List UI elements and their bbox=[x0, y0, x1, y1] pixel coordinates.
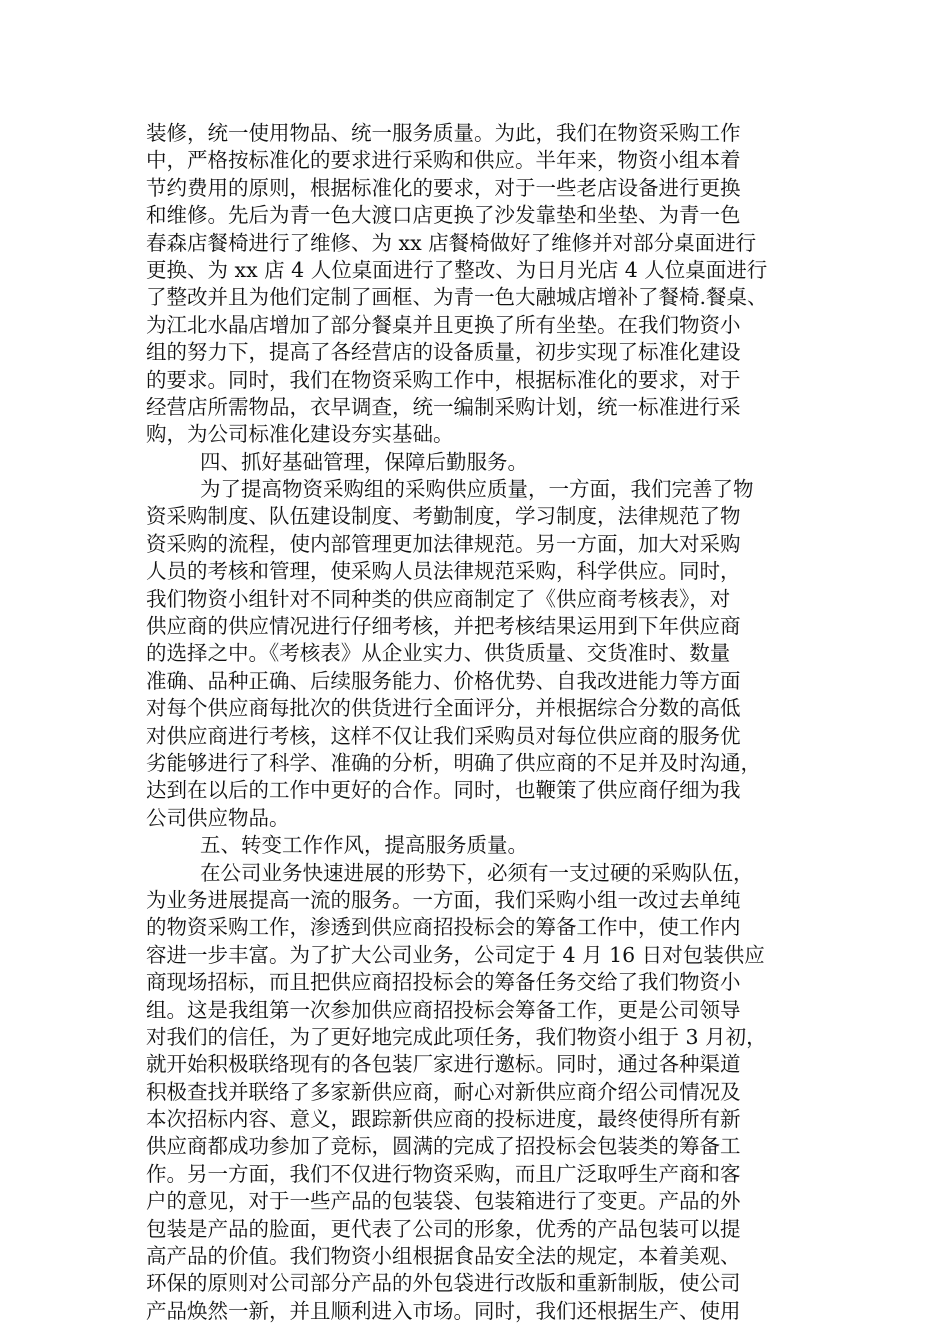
paragraph-first-line: 为了提高物资采购组的采购供应质量，一方面，我们完善了物 bbox=[200, 477, 754, 502]
text-line: 达到在以后的工作中更好的合作。同时，也鞭策了供应商仔细为我 bbox=[146, 778, 741, 803]
text-line: 就开始积极联络现有的各包装厂家进行邀标。同时，通过各种渠道 bbox=[146, 1052, 741, 1077]
section-heading-four: 四、抓好基础管理，保障后勤服务。 bbox=[200, 449, 528, 474]
text-line: 的物资采购工作，渗透到供应商招投标会的筹备工作中，使工作内 bbox=[146, 915, 741, 940]
section-heading-five: 五、转变工作作风，提高服务质量。 bbox=[200, 833, 528, 858]
text-line: 更换、为 xx 店 4 人位桌面进行了整改、为日月光店 4 人位桌面进行 bbox=[146, 257, 768, 282]
text-line: 春森店餐椅进行了维修、为 xx 店餐椅做好了维修并对部分桌面进行 bbox=[146, 230, 757, 255]
document-body bbox=[146, 120, 822, 1325]
text-line: 我们物资小组针对不同种类的供应商制定了《供应商考核表》，对 bbox=[146, 586, 731, 611]
text-line: 对我们的信任，为了更好地完成此项任务，我们物资小组于 3 月初， bbox=[146, 1024, 767, 1049]
text-line: 人员的考核和管理，使采购人员法律规范采购，科学供应。同时， bbox=[146, 559, 741, 584]
text-line: 户的意见，对于一些产品的包装袋、包装箱进行了变更。产品的外 bbox=[146, 1189, 741, 1214]
text-line: 装修，统一使用物品、统一服务质量。为此，我们在物资采购工作 bbox=[146, 121, 741, 145]
text-line: 为业务进展提高一流的服务。一方面，我们采购小组一改过去单纯 bbox=[146, 887, 741, 912]
text-line: 经营店所需物品，衣早调查，统一编制采购计划，统一标准进行采 bbox=[146, 394, 741, 419]
text-line: 和维修。先后为青一色大渡口店更换了沙发靠垫和坐垫、为青一色 bbox=[146, 203, 741, 228]
text-line: 中，严格按标准化的要求进行采购和供应。半年来，物资小组本着 bbox=[146, 148, 741, 173]
text-line: 供应商都成功参加了竞标，圆满的完成了招投标会包装类的筹备工 bbox=[146, 1134, 741, 1159]
paragraph-first-line: 在公司业务快速进展的形势下，必须有一支过硬的采购队伍， bbox=[200, 860, 754, 885]
text-line: 资采购制度、队伍建设制度、考勤制度，学习制度，法律规范了物 bbox=[146, 504, 741, 529]
text-line: 包装是产品的脸面，更代表了公司的形象，优秀的产品包装可以提 bbox=[146, 1216, 741, 1241]
text-line: 积极查找并联络了多家新供应商，耐心对新供应商介绍公司情况及 bbox=[146, 1079, 741, 1104]
text-line: 准确、品种正确、后续服务能力、价格优势、自我改进能力等方面 bbox=[146, 668, 741, 693]
text-line: 环保的原则对公司部分产品的外包袋进行改版和重新制版，使公司 bbox=[146, 1271, 741, 1296]
text-line: 商现场招标，而且把供应商招投标会的筹备任务交给了我们物资小 bbox=[146, 970, 741, 995]
text-line: 为江北水晶店增加了部分餐桌并且更换了所有坐垫。在我们物资小 bbox=[146, 312, 741, 337]
text-line: 节约费用的原则，根据标准化的要求，对于一些老店设备进行更换 bbox=[146, 175, 741, 200]
text-line: 劣能够进行了科学、准确的分析，明确了供应商的不足并及时沟通， bbox=[146, 750, 761, 775]
text-line: 对供应商进行考核，这样不仅让我们采购员对每位供应商的服务优 bbox=[146, 723, 741, 748]
text-line: 供应商的供应情况进行仔细考核，并把考核结果运用到下年供应商 bbox=[146, 614, 741, 639]
text-line: 作。另一方面，我们不仅进行物资采购，而且广泛取呼生产商和客 bbox=[146, 1161, 741, 1186]
text-line: 资采购的流程，使内部管理更加法律规范。另一方面，加大对采购 bbox=[146, 531, 741, 556]
text-line: 购，为公司标准化建设夯实基础。 bbox=[146, 422, 454, 447]
text-line: 本次招标内容、意义，跟踪新供应商的投标进度，最终使得所有新 bbox=[146, 1107, 741, 1132]
text-line: 组的努力下，提高了各经营店的设备质量，初步实现了标准化建设 bbox=[146, 340, 741, 365]
text-line: 容进一步丰富。为了扩大公司业务，公司定于 4 月 16 日对包装供应 bbox=[146, 942, 765, 967]
text-line: 了整改并且为他们定制了画框、为青一色大融城店增补了餐椅.餐桌、 bbox=[146, 285, 768, 310]
text-line: 产品焕然一新，并且顺利进入市场。同时，我们还根据生产、使用 bbox=[146, 1298, 741, 1323]
text-line: 公司供应物品。 bbox=[146, 805, 290, 830]
text-line: 组。这是我组第一次参加供应商招投标会筹备工作，更是公司领导 bbox=[146, 997, 741, 1022]
text-line: 的要求。同时，我们在物资采购工作中，根据标准化的要求，对于 bbox=[146, 367, 741, 392]
text-line: 高产品的价值。我们物资小组根据食品安全法的规定，本着美观、 bbox=[146, 1244, 741, 1269]
text-line: 对每个供应商每批次的供货进行全面评分，并根据综合分数的高低 bbox=[146, 696, 741, 721]
text-line: 的选择之中。《考核表》从企业实力、供货质量、交货准时、数量 bbox=[146, 641, 731, 666]
